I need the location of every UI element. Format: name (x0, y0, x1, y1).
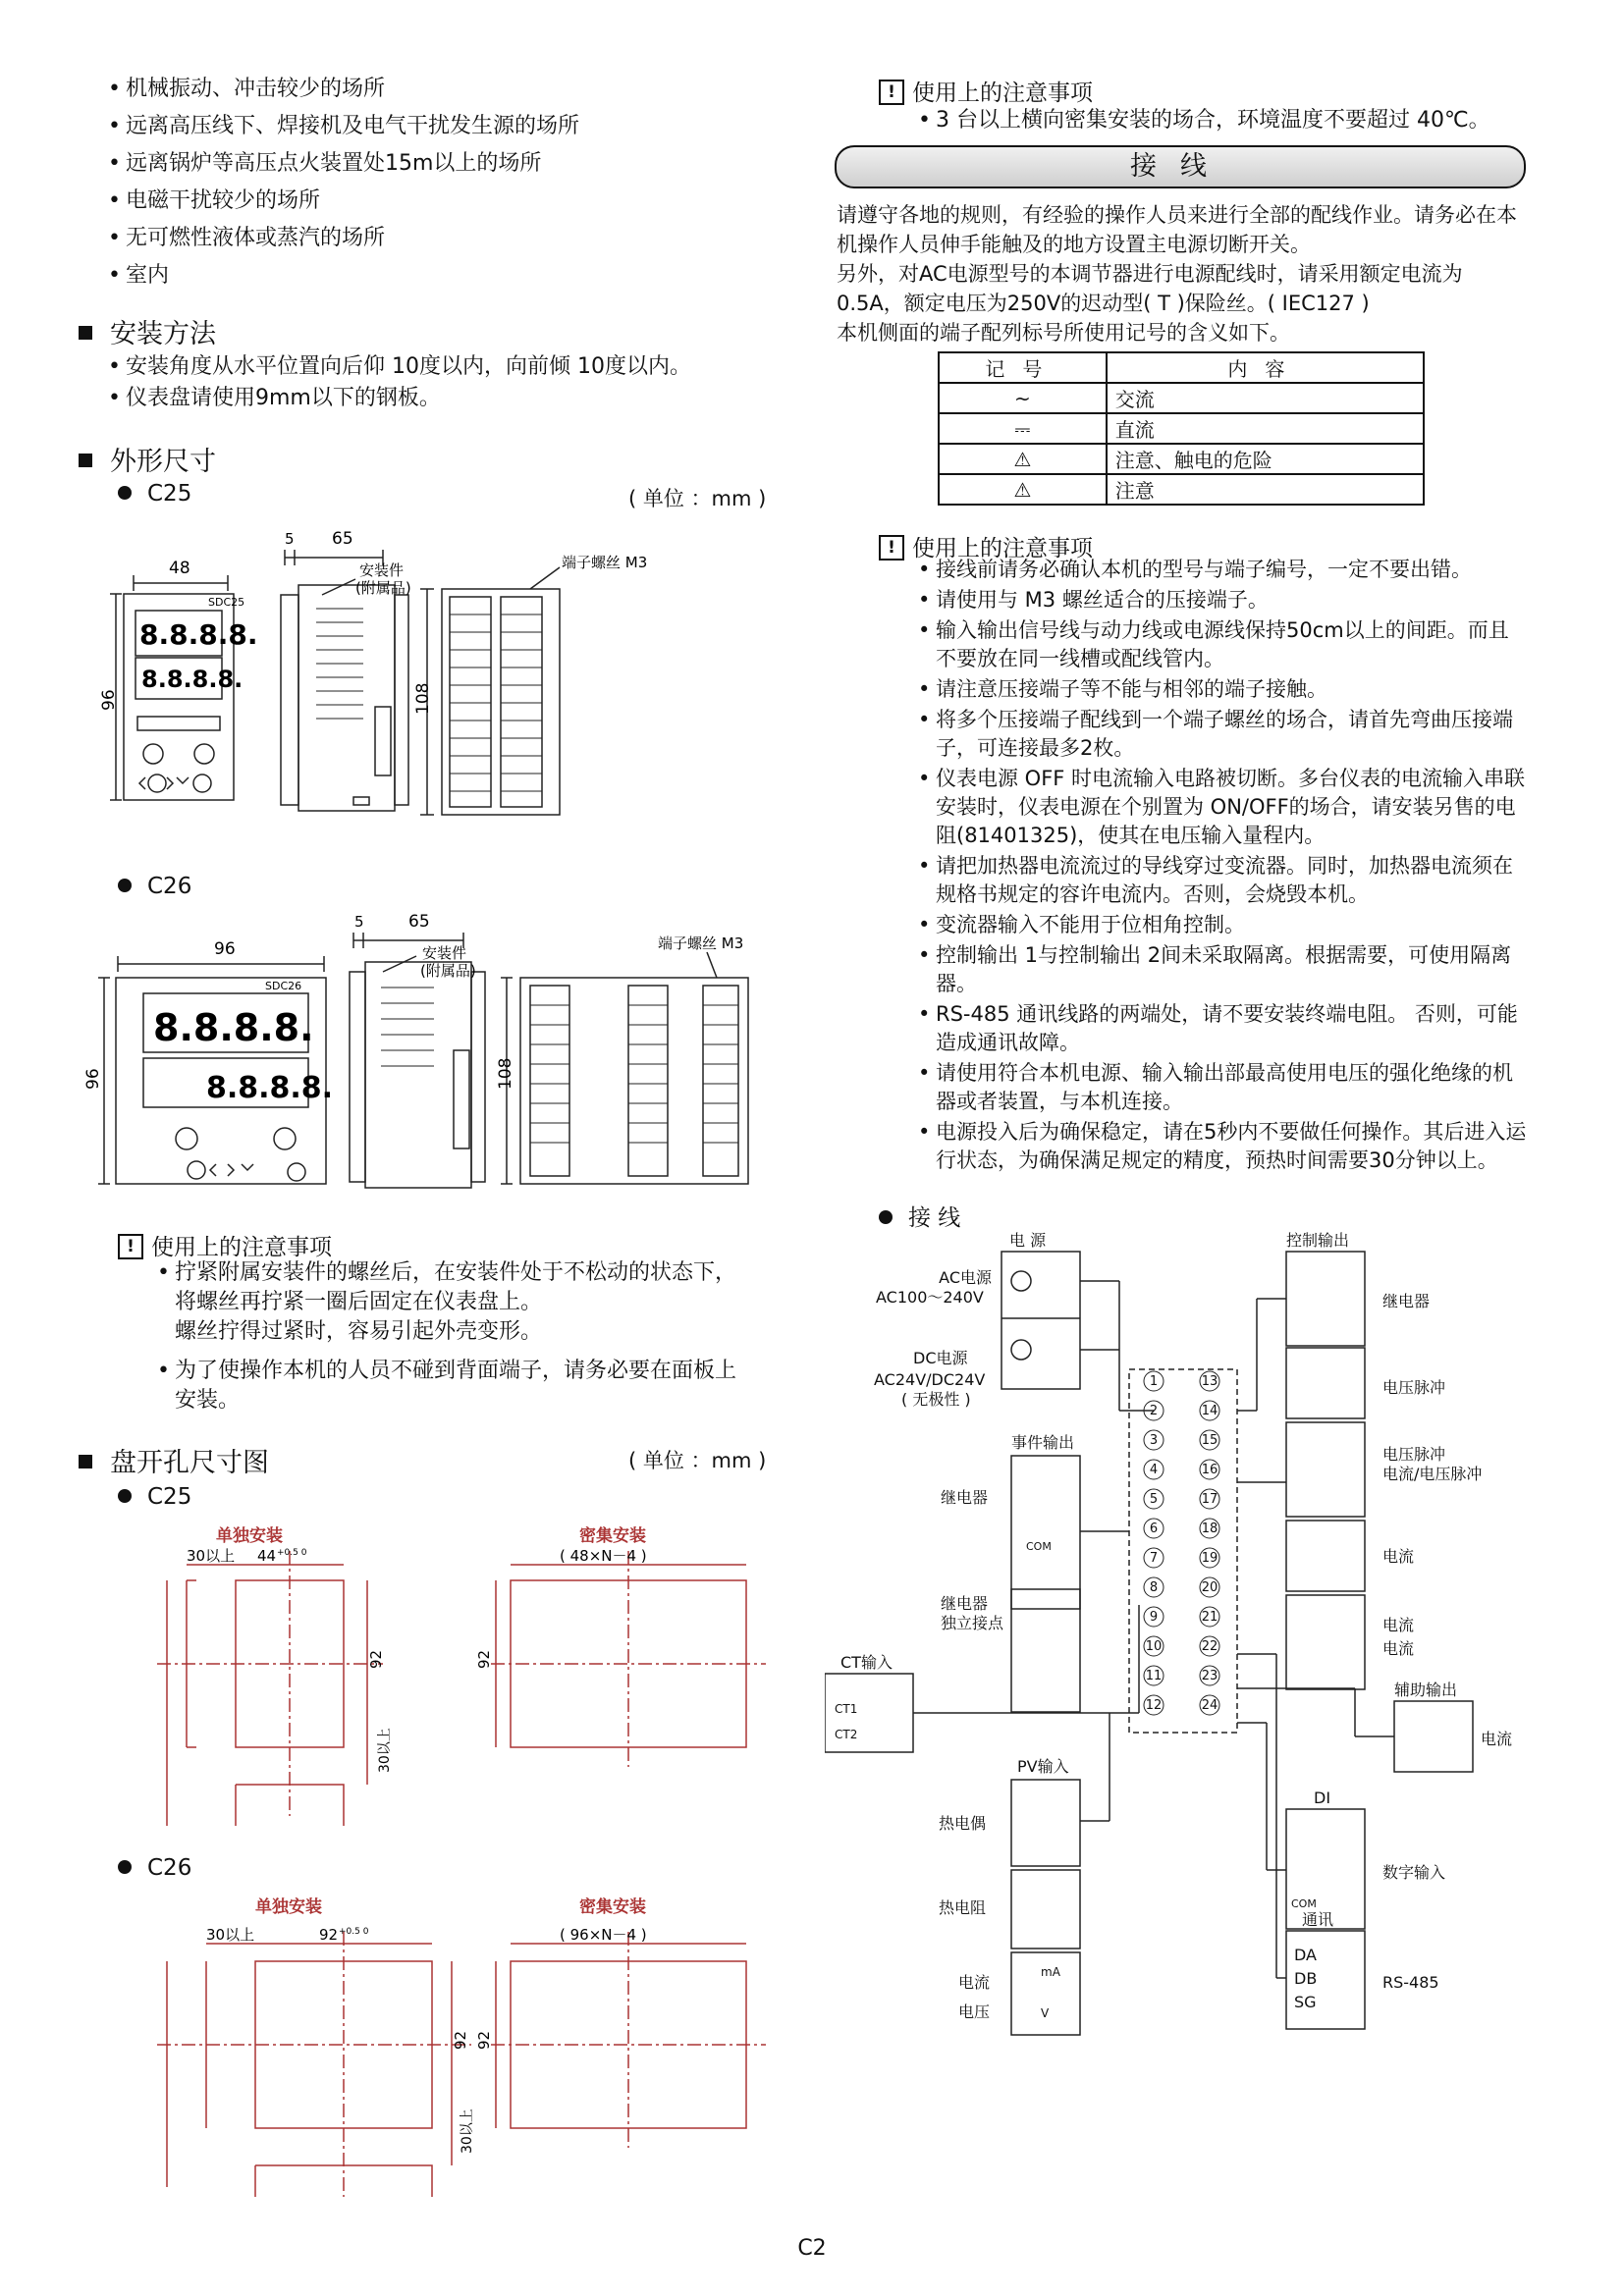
svg-text:端子螺丝 M3: 端子螺丝 M3 (658, 934, 744, 952)
terminal-number: 3 (1149, 1433, 1159, 1448)
svg-text:65: 65 (332, 529, 353, 549)
c26-cutout-drawing (147, 1893, 776, 2207)
svg-text:+0.5 0: +0.5 0 (277, 1548, 307, 1558)
list-item: • 远离锅炉等高压点火装置处15m以上的场所 (108, 145, 785, 183)
note-right-list (918, 556, 1527, 1177)
svg-text:电流: 电流 (1382, 1616, 1415, 1634)
list-item: • 仪表盘请使用9mm以下的钢板。 (108, 383, 785, 414)
svg-text:AC电源: AC电源 (939, 1268, 992, 1287)
svg-text:8.8.8.8.: 8.8.8.8. (206, 1071, 334, 1105)
cutout-section-title: 盘开孔尺寸图 (79, 1441, 269, 1479)
svg-text:独立接点: 独立接点 (941, 1614, 1004, 1632)
terminal-number: 4 (1149, 1463, 1159, 1477)
terminal-number: 9 (1149, 1610, 1159, 1625)
svg-text:92: 92 (475, 1649, 493, 1669)
svg-text:通讯: 通讯 (1302, 1910, 1334, 1929)
table-row: ⚠ 注意 (939, 474, 1424, 505)
terminal-number: 8 (1149, 1580, 1159, 1595)
svg-text:SDC26: SDC26 (265, 980, 302, 992)
svg-text:5: 5 (285, 530, 295, 548)
terminal-number: 7 (1149, 1551, 1159, 1566)
terminal-number: 18 (1201, 1522, 1218, 1536)
svg-text:( 无极性 ): ( 无极性 ) (901, 1390, 971, 1409)
svg-text:SG: SG (1294, 1993, 1317, 2011)
terminal-number: 12 (1145, 1698, 1163, 1713)
terminal-number: 21 (1201, 1610, 1218, 1625)
terminal-number: 22 (1201, 1639, 1218, 1654)
wiring-banner: 接线 (835, 145, 1526, 188)
svg-text:108: 108 (413, 682, 433, 715)
terminal-number: 1 (1149, 1374, 1159, 1389)
list-item: • 输入输出信号线与动力线或电源线保持50cm以上的间距。而且不要放在同一线槽或配线管内。 (918, 616, 1527, 673)
terminal-number: 2 (1149, 1404, 1159, 1418)
note-left-title: ! 使用上的注意事项 (118, 1229, 332, 1261)
svg-text:30以上: 30以上 (187, 1547, 236, 1565)
list-item: • 远离高压线下、焊接机及电气干扰发生源的场所 (108, 108, 785, 145)
svg-text:92: 92 (452, 2030, 469, 2050)
list-item: • 为了使操作本机的人员不碰到背面端子，请务必要在面板上安装。 (157, 1357, 746, 1415)
svg-text:安装件: 安装件 (422, 944, 467, 962)
note-right-title: ! 使用上的注意事项 (879, 530, 1093, 562)
cutout-unit: ( 单位 ：mm ) (628, 1449, 767, 1472)
svg-text:PV输入: PV输入 (1017, 1757, 1069, 1776)
svg-text:辅助输出: 辅助输出 (1394, 1681, 1458, 1699)
svg-text:(附属品): (附属品) (420, 962, 476, 980)
svg-text:DI: DI (1314, 1789, 1331, 1807)
svg-text:92: 92 (319, 1926, 339, 1944)
list-item: • 将多个压接端子配线到一个端子螺丝的场合，请首先弯曲压接端子，可连接最多2枚。 (918, 706, 1527, 763)
terminal-number: 19 (1201, 1551, 1218, 1566)
list-item: • 控制输出 1与控制输出 2间未采取隔离。根据需要，可使用隔离器。 (918, 941, 1527, 998)
svg-text:92: 92 (475, 2030, 493, 2050)
outline-unit: ( 单位 ：mm ) (628, 487, 767, 510)
svg-text:48: 48 (169, 559, 190, 578)
table-header: 记号 (939, 352, 1107, 383)
svg-text:继电器: 继电器 (1382, 1292, 1431, 1310)
svg-text:44: 44 (257, 1547, 277, 1565)
caution-icon: ! (879, 535, 904, 561)
svg-text:继电器: 继电器 (941, 1594, 989, 1613)
svg-text:AC24V/DC24V: AC24V/DC24V (874, 1370, 986, 1389)
install-list (108, 351, 785, 414)
terminal-number: 6 (1149, 1522, 1159, 1536)
svg-text:CT输入: CT输入 (840, 1653, 893, 1672)
list-item: • 电源投入后为确保稳定，请在5秒内不要做任何操作。其后进入运行状态，为确保满足规定的精度，预热时间需要30分钟以上。 (918, 1118, 1527, 1175)
svg-text:+0.5 0: +0.5 0 (339, 1927, 369, 1937)
wiring-diagram-title: 接 线 (879, 1200, 960, 1232)
svg-text:96: 96 (99, 689, 119, 711)
svg-text:( 96×N－4 ): ( 96×N－4 ) (560, 1926, 647, 1944)
terminal-number: 24 (1201, 1698, 1218, 1713)
wiring-diagram (825, 1232, 1532, 2066)
svg-text:AC100～240V: AC100～240V (876, 1288, 984, 1307)
list-item: • 变流器输入不能用于位相角控制。 (918, 911, 1527, 939)
list-item: • 无可燃性液体或蒸汽的场所 (108, 220, 785, 257)
list-item: • 3 台以上横向密集安装的场合，环境温度不要超过 40℃。 (918, 102, 1527, 139)
svg-text:30以上: 30以上 (460, 2109, 475, 2154)
c25-cutout-label: C25 (118, 1484, 191, 1510)
svg-text:30以上: 30以上 (206, 1926, 255, 1944)
terminal-number: 10 (1145, 1639, 1163, 1654)
page-number: C2 (797, 2236, 827, 2261)
svg-text:电流: 电流 (1382, 1547, 1415, 1566)
svg-text:热电阻: 热电阻 (939, 1898, 987, 1917)
list-item: • RS-485 通讯线路的两端处，请不要安装终端电阻。 否则，可能造成通讯故障。 (918, 1000, 1527, 1057)
svg-text:CT2: CT2 (835, 1728, 858, 1741)
svg-text:电流: 电流 (1382, 1639, 1415, 1658)
svg-text:DA: DA (1294, 1946, 1317, 1964)
terminal-number: 20 (1201, 1580, 1218, 1595)
svg-text:(附属品): (附属品) (355, 579, 411, 597)
terminal-number: 23 (1201, 1669, 1218, 1683)
svg-text:5: 5 (354, 913, 364, 931)
svg-text:DB: DB (1294, 1969, 1318, 1988)
svg-text:电压脉冲: 电压脉冲 (1382, 1445, 1446, 1464)
intro-paragraph: 请遵守各地的规则，有经验的操作人员来进行全部的配线作业。请务必在本机操作人员伸手能触及的地方设置主电源切断开关。 (837, 203, 1517, 256)
list-item: • 仪表电源 OFF 时电流输入电路被切断。多台仪表的电流输入串联安装时，仪表电源在个别置为 ON/OFF的场合，请安装另售的电阻(81401325)，使其在电压输入量程内。 (918, 765, 1527, 850)
svg-text:V: V (1041, 2006, 1050, 2020)
svg-text:96: 96 (83, 1068, 103, 1090)
c25-outline-drawing (98, 520, 805, 854)
svg-text:密集安装: 密集安装 (579, 1526, 646, 1546)
svg-text:COM: COM (1026, 1540, 1052, 1553)
terminal-number: 14 (1201, 1404, 1218, 1418)
svg-text:电流/电压脉冲: 电流/电压脉冲 (1382, 1465, 1483, 1483)
terminal-number: 13 (1201, 1374, 1218, 1389)
c26-cutout-label: C26 (118, 1855, 191, 1881)
svg-text:92: 92 (367, 1649, 385, 1669)
svg-text:DC电源: DC电源 (913, 1349, 968, 1367)
caution-icon: ! (118, 1234, 143, 1259)
svg-text:RS-485: RS-485 (1382, 1973, 1439, 1992)
note-top-right-title: ! 使用上的注意事项 (879, 75, 1093, 107)
svg-text:SDC25: SDC25 (208, 596, 245, 609)
list-item: • 请注意压接端子等不能与相邻的端子接触。 (918, 675, 1527, 704)
svg-text:8.8.8.8.: 8.8.8.8. (139, 618, 258, 651)
svg-text:数字输入: 数字输入 (1382, 1863, 1446, 1882)
list-item: • 拧紧附属安装件的螺丝后，在安装件处于不松动的状态下，将螺丝再拧紧一圈后固定在仪表盘上。 螺丝拧得过紧时，容易引起外壳变形。 (157, 1258, 746, 1347)
list-item: • 请把加热器电流流过的导线穿过变流器。同时，加热器电流须在规格书规定的容许电流内。否则，会烧毁本机。 (918, 852, 1527, 909)
intro-paragraph: 本机侧面的端子配列标号所使用记号的含义如下。 (837, 321, 1290, 345)
svg-text:( 48×N－4 ): ( 48×N－4 ) (560, 1547, 647, 1565)
svg-text:控制输出: 控制输出 (1286, 1232, 1350, 1250)
svg-text:继电器: 继电器 (941, 1488, 989, 1507)
table-row: ~ 交流 (939, 383, 1424, 413)
table-header: 内容 (1107, 352, 1424, 383)
list-item: • 电磁干扰较少的场所 (108, 183, 785, 220)
svg-text:电流: 电流 (1481, 1730, 1513, 1748)
svg-text:mA: mA (1041, 1965, 1060, 1979)
svg-text:事件输出: 事件输出 (1011, 1433, 1075, 1452)
svg-text:电 源: 电 源 (1009, 1232, 1047, 1250)
svg-text:8.8.8.8.: 8.8.8.8. (153, 1006, 314, 1049)
c25-outline-label: C25 (118, 481, 191, 507)
svg-text:安装件: 安装件 (359, 561, 405, 579)
c25-cutout-drawing (147, 1522, 776, 1826)
install-section-title: 安装方法 (79, 312, 216, 350)
svg-text:COM: COM (1291, 1897, 1317, 1910)
symbol-table (938, 351, 1425, 506)
svg-text:端子螺丝 M3: 端子螺丝 M3 (562, 554, 648, 571)
list-item: • 机械振动、冲击较少的场所 (108, 71, 785, 108)
table-row: ⎓ 直流 (939, 413, 1424, 444)
outline-section-title: 外形尺寸 (79, 440, 216, 478)
svg-text:96: 96 (214, 939, 236, 959)
caution-icon: ! (879, 80, 904, 105)
list-item: • 安装角度从水平位置向后仰 10度以内，向前倾 10度以内。 (108, 351, 785, 383)
c26-outline-label: C26 (118, 874, 191, 899)
list-item: • 请使用符合本机电源、输入输出部最高使用电压的强化绝缘的机器或者装置，与本机连接。 (918, 1059, 1527, 1116)
intro-paragraph: 另外，对AC电源型号的本调节器进行电源配线时，请采用额定电流为 0.5A，额定电压为250V的迟动型( T )保险丝。( IEC127 ) (837, 262, 1463, 315)
wiring-intro (837, 200, 1529, 347)
c26-outline-drawing (79, 913, 785, 1207)
terminal-number: 16 (1201, 1463, 1218, 1477)
terminal-number: 17 (1201, 1492, 1218, 1507)
svg-text:8.8.8.8.: 8.8.8.8. (141, 666, 244, 693)
note-top-right-list (918, 102, 1527, 139)
environment-list (108, 71, 785, 294)
svg-text:电压脉冲: 电压脉冲 (1382, 1378, 1446, 1397)
terminal-number: 15 (1201, 1433, 1218, 1448)
svg-text:单独安装: 单独安装 (216, 1526, 283, 1546)
svg-text:30以上: 30以上 (377, 1728, 393, 1773)
svg-text:单独安装: 单独安装 (255, 1897, 322, 1917)
svg-text:电流: 电流 (958, 1973, 991, 1992)
svg-text:电压: 电压 (958, 2002, 991, 2021)
list-item: • 室内 (108, 257, 785, 294)
table-row: ⚠ 注意、触电的危险 (939, 444, 1424, 474)
svg-text:108: 108 (496, 1057, 515, 1090)
svg-text:65: 65 (408, 913, 430, 932)
svg-text:热电偶: 热电偶 (939, 1814, 987, 1833)
list-item: • 请使用与 M3 螺丝适合的压接端子。 (918, 586, 1527, 614)
svg-text:CT1: CT1 (835, 1702, 858, 1716)
list-item: • 接线前请务必确认本机的型号与端子编号，一定不要出错。 (918, 556, 1527, 584)
svg-text:密集安装: 密集安装 (579, 1897, 646, 1917)
terminal-number: 5 (1149, 1492, 1159, 1507)
terminal-number: 11 (1145, 1669, 1163, 1683)
note-left-list (157, 1258, 746, 1425)
